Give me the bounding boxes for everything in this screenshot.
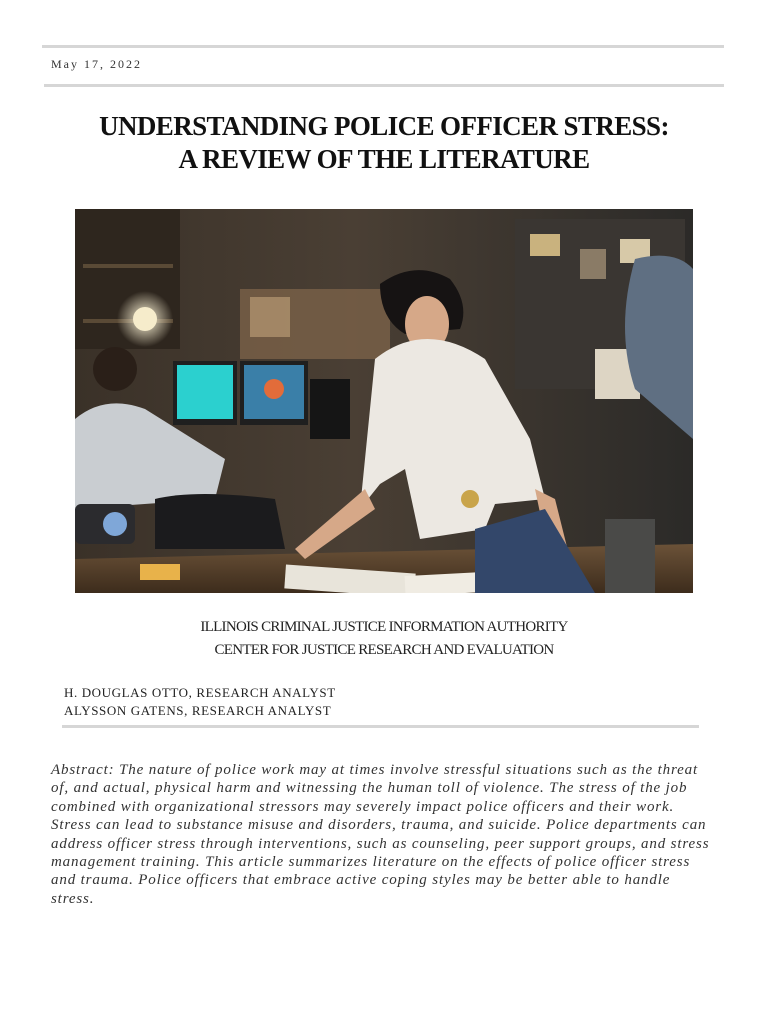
header-divider <box>44 84 724 87</box>
top-divider <box>42 45 724 48</box>
center-name: CENTER FOR JUSTICE RESEARCH AND EVALUATION <box>214 642 554 658</box>
author-line: ALYSSON GATENS, RESEARCH ANALYST <box>64 703 332 718</box>
title-line-2: A REVIEW OF THE LITERATURE <box>178 144 590 174</box>
author-line: H. DOUGLAS OTTO, RESEARCH ANALYST <box>64 685 336 700</box>
publication-date: May 17, 2022 <box>51 57 142 71</box>
document-title <box>0 110 768 176</box>
abstract-text: Abstract: The nature of police work may at times involve stressful situations such as the threat of, and actual, physical harm and witnessing the human toll of violence. The stress of the job combined with organizational stressors may severely impact police officers and their work. Stress can lead to substance misuse and disorders, trauma, and suicide. Police departments can address officer stress through interventions, such as counseling, peer support groups, and stress management training. This article summarizes literature on the effects of police officer stress and trauma. Police officers that embrace active coping styles may be better able to handle stress. <box>51 762 710 907</box>
organization-name: ILLINOIS CRIMINAL JUSTICE INFORMATION AUTHORITY <box>200 619 568 635</box>
cover-photo <box>75 209 693 593</box>
authors-divider <box>62 725 699 728</box>
title-line-1: UNDERSTANDING POLICE OFFICER STRESS: <box>99 111 669 141</box>
